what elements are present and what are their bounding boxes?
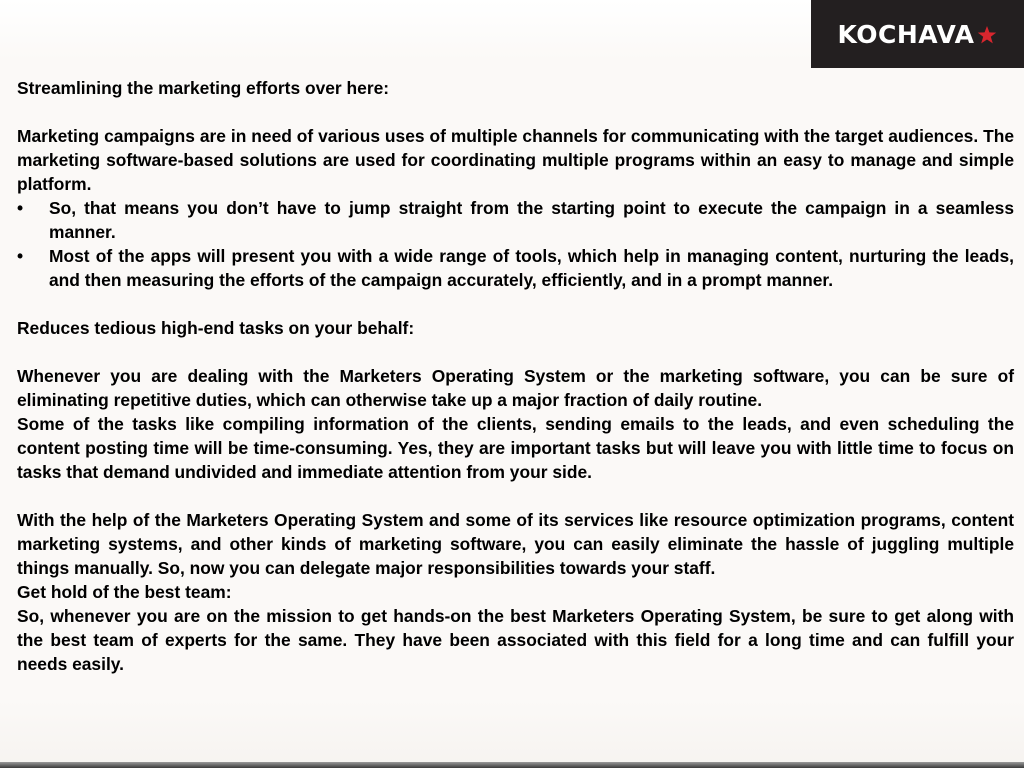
- paragraph-marketing-campaigns: Marketing campaigns are in need of various uses of multiple channels for communicating with the target audiences. The marketing software-based solutions are used for coordinating multiple programs within an easy to manage and simple platform.: [17, 126, 1014, 194]
- bullet-item: [17, 196, 1014, 244]
- section-heading-streamlining: Streamlining the marketing efforts over here:: [17, 78, 390, 98]
- bullet-text: Most of the apps will present you with a wide range of tools, which help in managing content, nurturing the leads, and then measuring the efforts of the campaign accurately, efficiently, and in a prompt manner.: [49, 246, 1014, 290]
- paragraph-spacer: [17, 100, 1014, 124]
- bullet-dot: •: [17, 198, 24, 218]
- paragraph-spacer: [17, 484, 1014, 508]
- section-heading-best-team: Get hold of the best team:: [17, 582, 232, 602]
- bullet-list: [17, 196, 1014, 292]
- bullet-text: So, that means you don’t have to jump straight from the starting point to execute the campaign in a seamless manner.: [49, 198, 1014, 242]
- bullet-item: [17, 244, 1014, 292]
- footer-rule: [0, 762, 1024, 768]
- star-icon: [977, 25, 997, 45]
- paragraph-experts: So, whenever you are on the mission to get hands-on the best Marketers Operating System, be sure to get along with the best team of experts for the same. They have been associated with this field for a long time and can fulfill your needs easily.: [17, 606, 1014, 674]
- logo-wordmark: KOCHAVA: [837, 19, 975, 49]
- paragraph-delegate: With the help of the Marketers Operating System and some of its services like resource optimization programs, content marketing systems, and other kinds of marketing software, you can easily eliminate the hassle of juggling multiple things manually. So, now you can delegate major responsibilities towards your staff.: [17, 510, 1014, 578]
- section-heading-reduces-tasks: Reduces tedious high-end tasks on your behalf:: [17, 318, 415, 338]
- kochava-logo: [811, 0, 1024, 68]
- bullet-dot: •: [17, 246, 24, 266]
- article-body: [17, 76, 1014, 676]
- paragraph-time-consuming-tasks: Some of the tasks like compiling information of the clients, sending emails to the leads, and even scheduling the content posting time will be time-consuming. Yes, they are important tasks but will leave you with little time to focus on tasks that demand undivided and immediate attention from your side.: [17, 414, 1014, 482]
- paragraph-spacer: [17, 292, 1014, 316]
- paragraph-marketers-os: Whenever you are dealing with the Marketers Operating System or the marketing software, you can be sure of eliminating repetitive duties, which can otherwise take up a major fraction of daily routine.: [17, 366, 1014, 410]
- paragraph-spacer: [17, 340, 1014, 364]
